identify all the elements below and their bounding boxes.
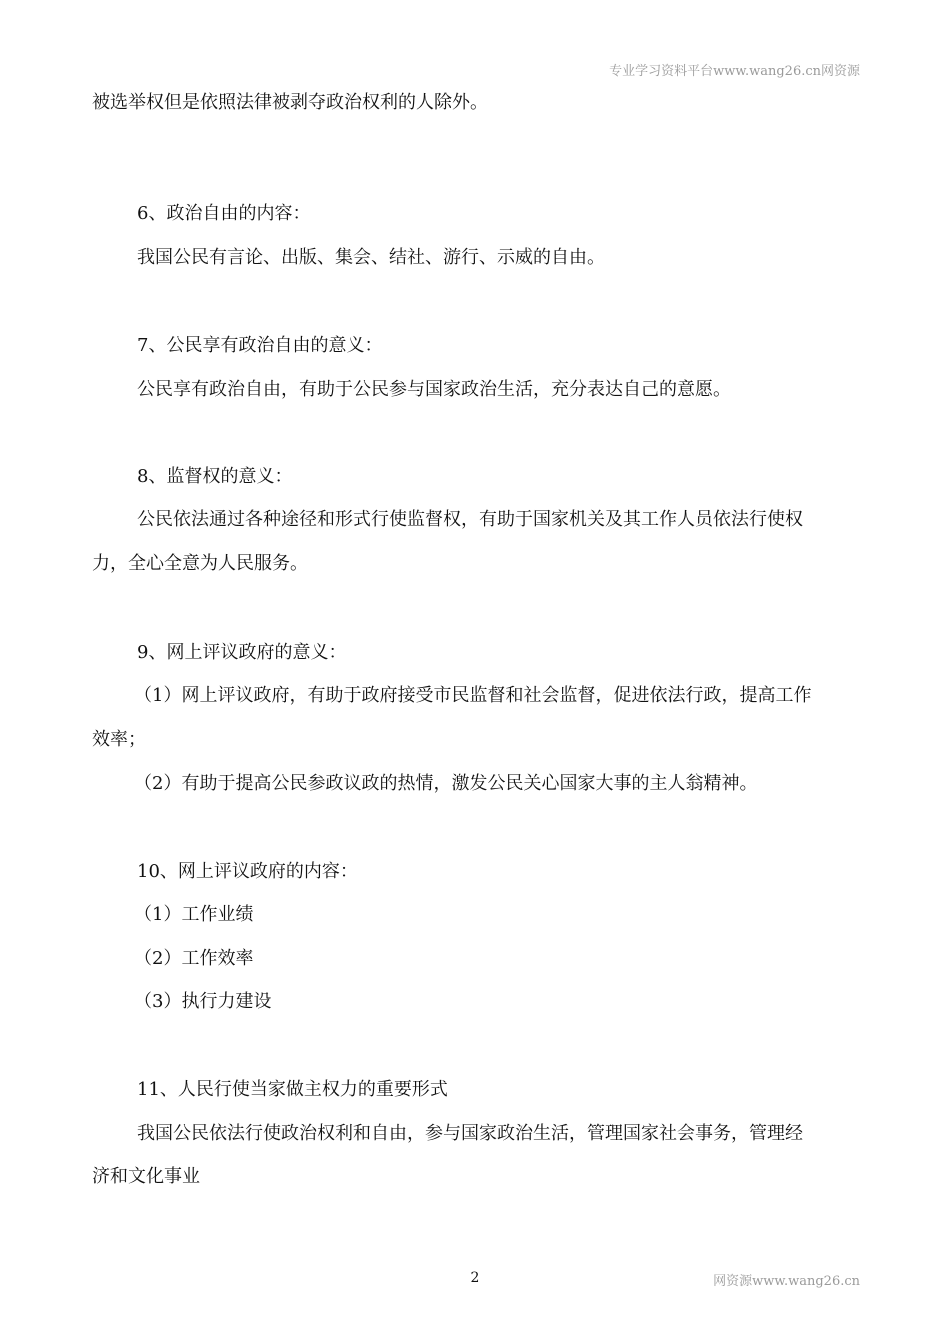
paragraph-line: 公民享有政治自由，有助于公民参与国家政治生活，充分表达自己的意愿。 [137,379,731,400]
section-heading-9: 9、网上评议政府的意义： [137,642,347,663]
list-item: （3）执行力建设 [134,991,272,1012]
paragraph-line: 我国公民依法行使政治权利和自由，参与国家政治生活，管理国家社会事务，管理经 [137,1123,803,1144]
paragraph-line: 被选举权但是依照法律被剥夺政治权利的人除外。 [92,92,488,113]
paragraph-line: 效率； [92,729,146,750]
paragraph-line: 我国公民有言论、出版、集会、结社、游行、示威的自由。 [137,247,605,268]
list-item: （2）有助于提高公民参政议政的热情，激发公民关心国家大事的主人翁精神。 [134,773,758,794]
list-item: （1）工作业绩 [134,904,254,925]
section-heading-8: 8、监督权的意义： [137,466,293,487]
section-heading-10: 10、网上评议政府的内容： [137,861,358,882]
paragraph-line: 力，全心全意为人民服务。 [92,553,308,574]
section-heading-7: 7、公民享有政治自由的意义： [137,335,383,356]
list-item: （2）工作效率 [134,948,254,969]
footer-watermark: 网资源www.wang26.cn [713,1274,860,1289]
page-number: 2 [470,1270,480,1286]
paragraph-line: 公民依法通过各种途径和形式行使监督权，有助于国家机关及其工作人员依法行使权 [137,509,803,530]
paragraph-line: 济和文化事业 [92,1166,200,1187]
list-item: （1）网上评议政府，有助于政府接受市民监督和社会监督，促进依法行政，提高工作 [134,685,812,706]
section-heading-6: 6、政治自由的内容： [137,203,311,224]
section-heading-11: 11、人民行使当家做主权力的重要形式 [137,1079,448,1100]
header-watermark: 专业学习资料平台www.wang26.cn网资源 [609,64,860,79]
